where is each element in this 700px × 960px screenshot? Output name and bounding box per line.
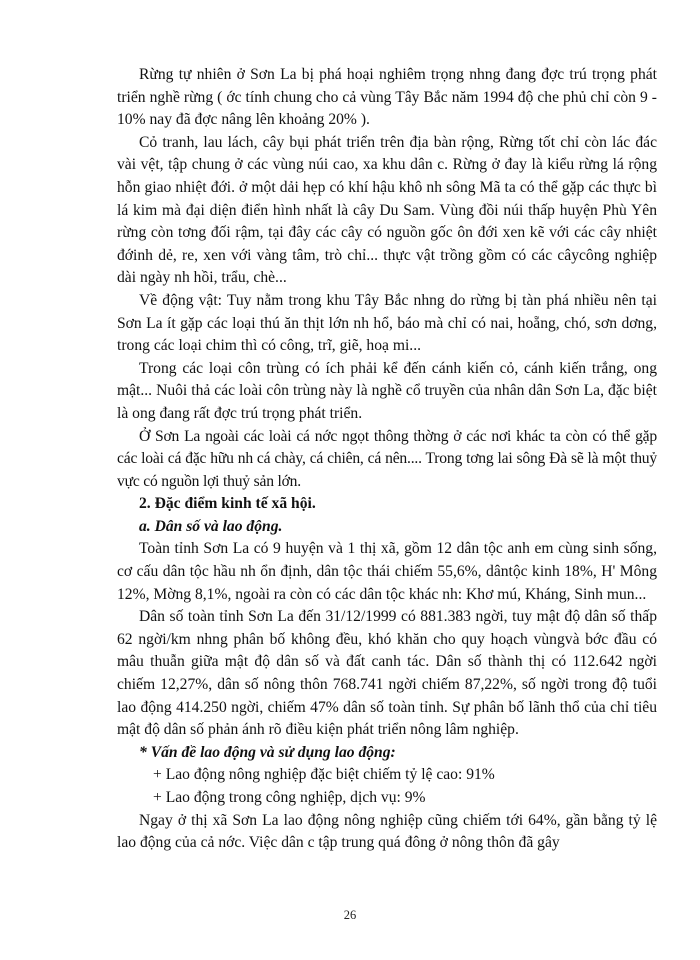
section-heading: 2. Đặc điểm kinh tế xã hội.: [139, 495, 316, 513]
paragraph-insects: Trong các loại côn trùng có ích phải kể đến cánh kiến cỏ, cánh kiến trắng, ong mật... Nuôi thả các loài côn trùng này là nghề cổ truyền của nhân dân Sơn La, đặc biệt là ong đang rất đợc trú trọng phát triển.: [117, 359, 657, 422]
paragraph-vegetation: Cỏ tranh, lau lách, cây bụi phát triển trên địa bàn rộng, Rừng tốt chỉ còn lác đác vài vệt, tập chung ở các vùng núi cao, xa khu dân c. Rừng ở đay là kiểu rừng lá rộng hỗn giao nhiệt đới. ở một dải hẹp có khí hậu khô nh sông Mã ta có thể gặp các thực bì lá kim mà đại diện điển hình nhất là cây Du Sam. Vùng đồi núi thấp huyện Phù Yên rừng còn tơng đối rậm, tại đây các cây có nguồn gốc ôn đới xen kẽ với các cây nhiệt đớinh dẻ, re, xen với vàng tâm, trò chỉ... thực vật trồng gồm có các câycông nghiệp dài ngày nh hồi, trẩu, chè...: [117, 133, 657, 287]
paragraph-animals: Về động vật: Tuy nằm trong khu Tây Bắc nhng do rừng bị tàn phá nhiều nên tại Sơn La ít gặp các loại thú ăn thịt lớn nh hổ, báo mà chỉ có nai, hoẵng, chó, sơn dơng, trong các loại chim thì có công, trĩ, giẽ, hoạ mi...: [117, 291, 657, 355]
page-content: [117, 64, 657, 855]
page-number: 26: [343, 908, 357, 922]
sub-bullet-item: + Lao động nông nghiệp đặc biệt chiếm tỷ lệ cao: 91%: [153, 766, 495, 784]
sub-bullet-item: + Lao động trong công nghiệp, dịch vụ: 9%: [153, 789, 426, 806]
paragraph-fish: Ở Sơn La ngoài các loài cá nớc ngọt thông thờng ở các nơi khác ta còn có thể gặp các loài cá đặc hữu nh cá chày, cá chiên, cá nên.... Trong tơng lai sông Đà sẽ là một thuỷ vực có nguồn lợi thuỷ sản lớn.: [117, 427, 657, 490]
paragraph-population: Dân số toàn tỉnh Sơn La đến 31/12/1999 có 881.383 ngời, tuy mật độ dân số thấp 62 ngời/km nhng phân bố không đều, khó khăn cho quy hoạch vùngvà bớc đầu có mâu thuẫn giữa mật độ dân số và đất canh tác. Dân số thành thị có 112.642 ngời chiếm 12,27%, dân số nông thôn 768.741 ngời chiếm 87,22%, số ngời trong độ tuổi lao động 414.250 ngời, chiếm 47% dân số toàn tỉnh. Sự phân bố lãnh thổ của chỉ tiêu mật độ dân số phản ánh rõ điều kiện phát triển nông lâm nghiệp.: [117, 608, 657, 739]
bullet-heading: * Vấn đề lao động và sử dụng lao động:: [139, 743, 396, 761]
subsection-heading: a. Dân số và lao động.: [139, 517, 283, 535]
paragraph-forest: Rừng tự nhiên ở Sơn La bị phá hoại nghiêm trọng nhng đang đợc trú trọng phát triển nghề rừng ( ớc tính chung cho cả vùng Tây Bắc năm 1994 độ che phủ chỉ còn 9 - 10% nay đã đợc nâng lên khoảng 20% ).: [117, 66, 657, 129]
paragraph-ethnic-groups: Toàn tỉnh Sơn La có 9 huyện và 1 thị xã, gồm 12 dân tộc anh em cùng sinh sống, cơ cấu dân tộc hầu nh ổn định, dân tộc thái chiếm 55,6%, dântộc kinh 18%, H' Mông 12%, Mờng 8,1%, ngoài ra còn có các dân tộc khác nh: Khơ mú, Kháng, Sinh mun...: [117, 540, 657, 603]
paragraph-labor: Ngay ở thị xã Sơn La lao động nông nghiệp cũng chiếm tới 64%, gần bằng tỷ lệ lao động của cả nớc. Việc dân c tập trung quá đông ở nông thôn đã gây: [117, 811, 657, 852]
